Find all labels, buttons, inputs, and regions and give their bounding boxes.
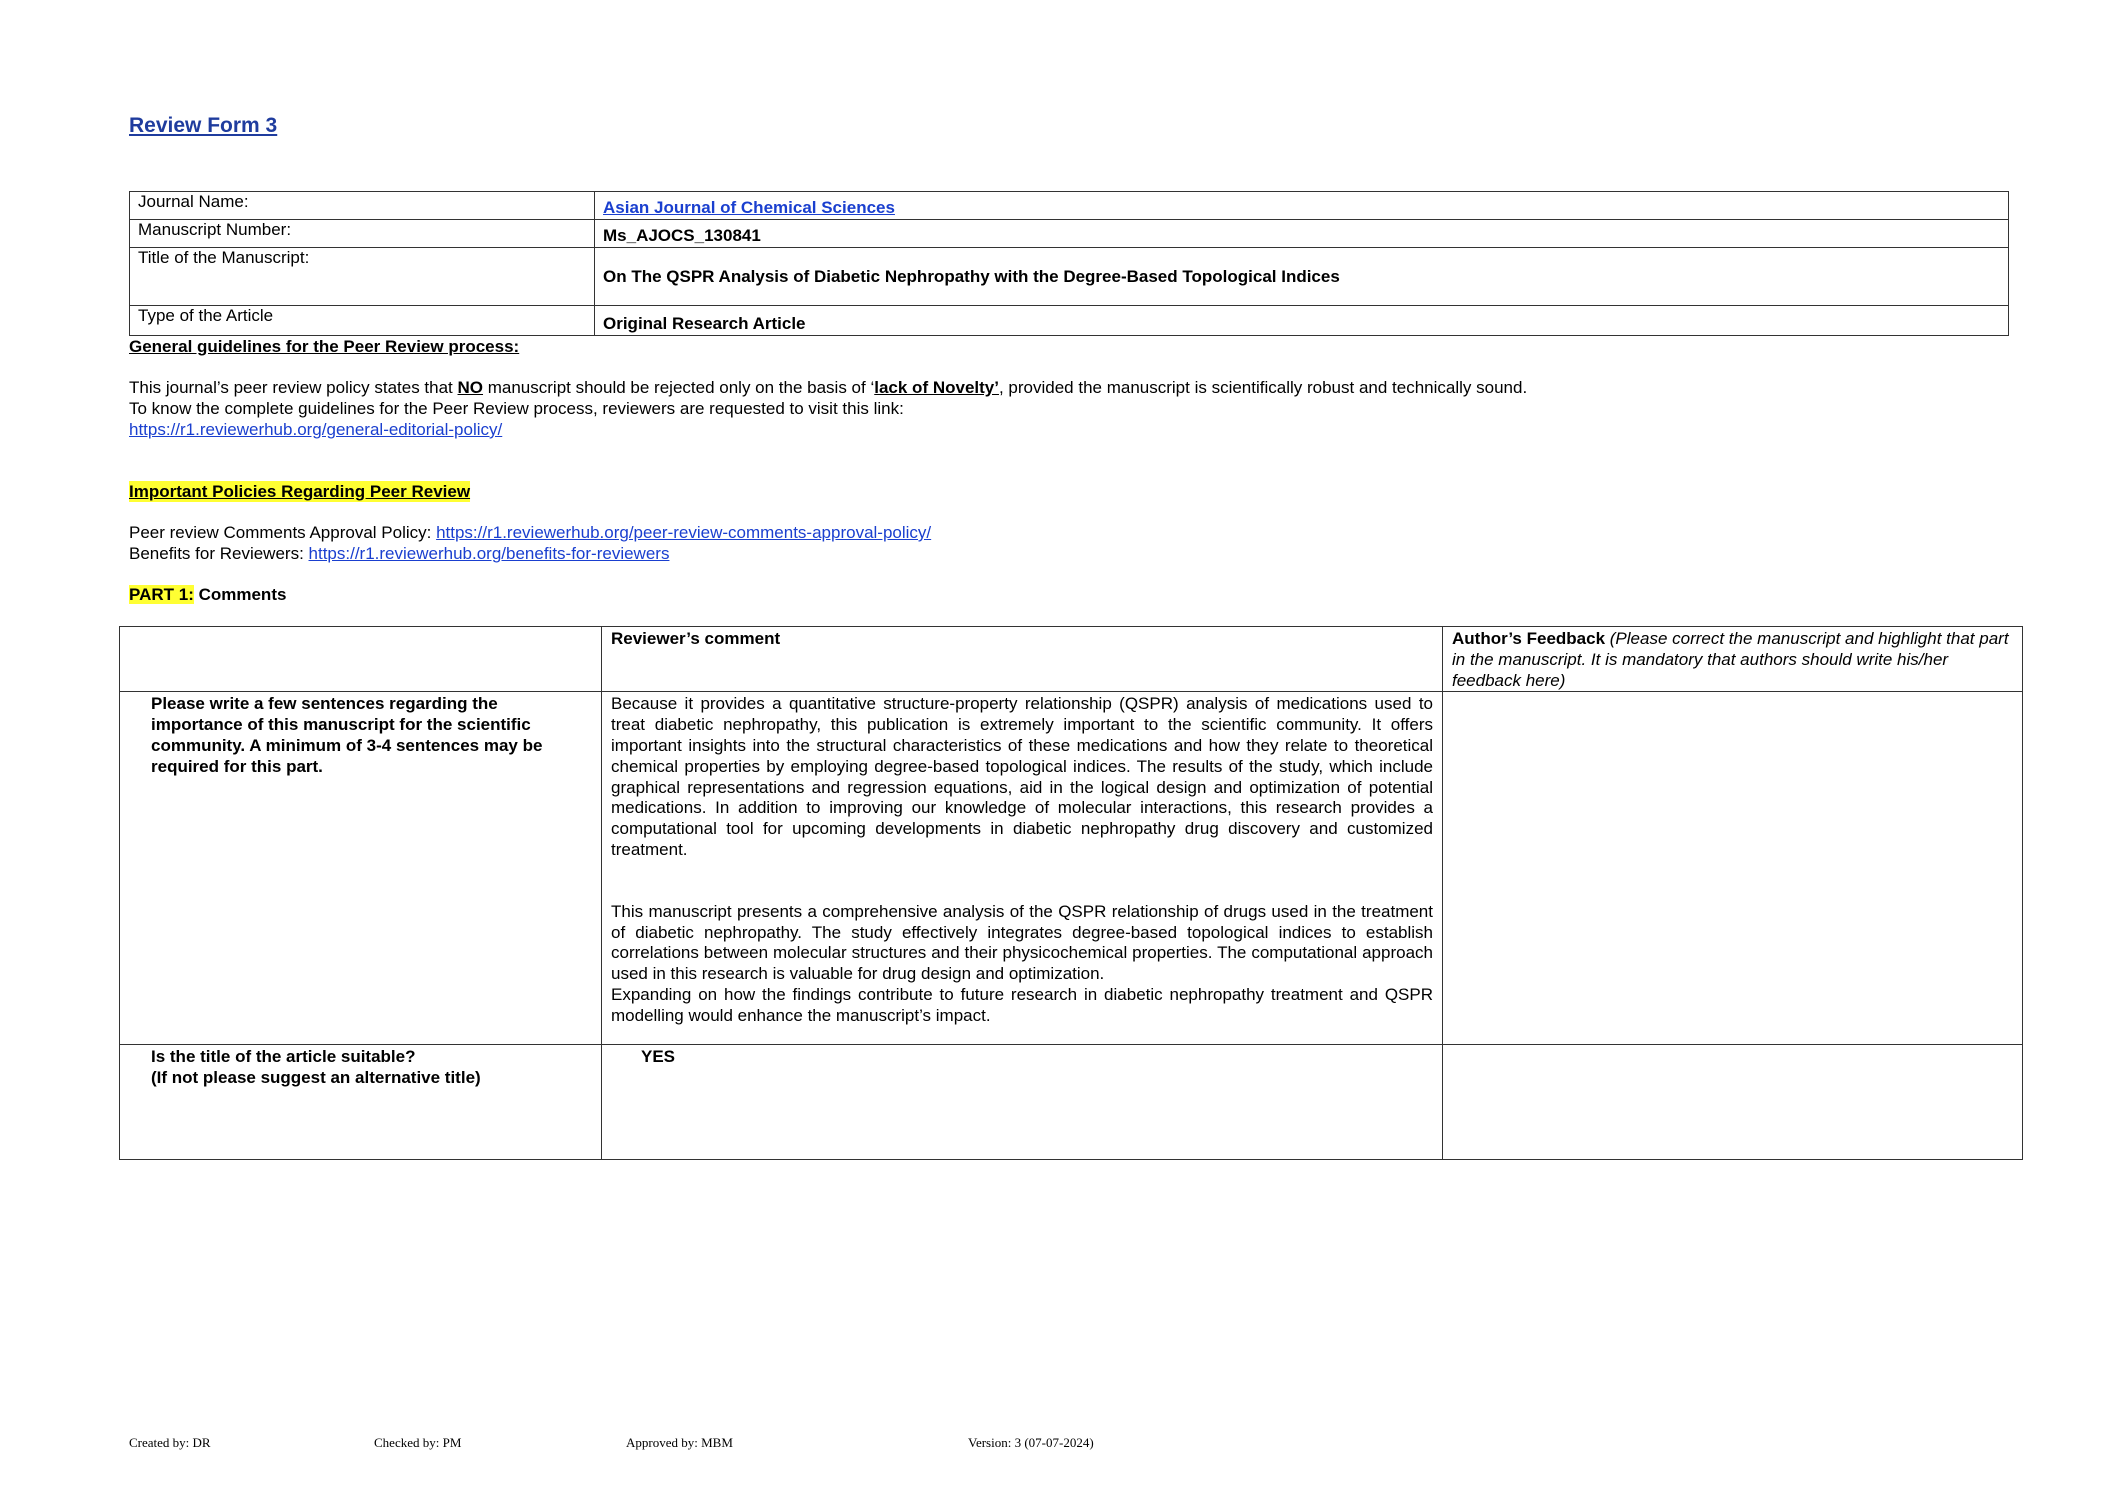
approval-policy-link[interactable]: https://r1.reviewerhub.org/peer-review-comments-approval-policy/ (436, 523, 932, 542)
guidelines-heading: General guidelines for the Peer Review process: (129, 337, 520, 356)
article-type-value: Original Research Article (595, 306, 2009, 336)
important-policies-heading: Important Policies Regarding Peer Review (129, 482, 471, 501)
author-feedback-header (1443, 627, 2023, 692)
reviewer-comment-header: Reviewer’s comment (602, 627, 1443, 692)
editorial-policy-link[interactable]: https://r1.reviewerhub.org/general-editorial-policy/ (129, 420, 503, 439)
question-header-cell (120, 627, 602, 692)
table-row (120, 1045, 2023, 1160)
article-type-label: Type of the Article (130, 306, 595, 336)
guidelines-paragraph (129, 377, 1527, 440)
manuscript-title-value: On The QSPR Analysis of Diabetic Nephropathy with the Degree-Based Topological Indices (595, 248, 2009, 306)
novelty-text-2: manuscript should be rejected only on the basis of ‘ (483, 378, 875, 397)
title-suitable-question (129, 1047, 592, 1089)
question-cell (120, 1045, 602, 1160)
author-feedback-title: Author’s Feedback (1452, 629, 1606, 648)
approval-policy-label: Peer review Comments Approval Policy: (129, 523, 437, 542)
manuscript-info-table (129, 191, 2009, 336)
benefits-line (129, 543, 931, 564)
novelty-text-1: This journal’s peer review policy states that (129, 378, 458, 397)
manuscript-number-label: Manuscript Number: (130, 220, 595, 248)
page-title: Review Form 3 (129, 114, 278, 137)
author-feedback-cell[interactable] (1443, 692, 2023, 1045)
comment-paragraph-2: This manuscript presents a comprehensive analysis of the QSPR relationship of drugs used in the treatment of diabetic nephropathy. The study effectively integrates degree-based topological indices to establish correlations between molecular structures and their physicochemical properties. The computational approach used in this research is valuable for drug design and optimization. (611, 901, 1433, 984)
lack-of-novelty-emphasis: lack of Novelty’ (874, 378, 999, 397)
footer-version: Version: 3 (07-07-2024) (968, 1435, 1094, 1450)
table-row (120, 692, 2023, 1045)
journal-name-value (595, 192, 2009, 220)
footer-created-by: Created by: DR (129, 1435, 211, 1450)
footer-approved-by: Approved by: MBM (626, 1435, 733, 1450)
part1-label: PART 1: (129, 585, 194, 604)
title-question-line-2: (If not please suggest an alternative title) (151, 1068, 481, 1088)
journal-name-label: Journal Name: (130, 192, 595, 220)
footer-checked-by: Checked by: PM (374, 1435, 462, 1450)
guidelines-instruction: To know the complete guidelines for the Peer Review process, reviewers are requested to visit this link: (129, 399, 904, 418)
benefits-link[interactable]: https://r1.reviewerhub.org/benefits-for-reviewers (308, 544, 670, 563)
title-question-line-1: Is the title of the article suitable? (151, 1047, 416, 1067)
comment-paragraph-1: Because it provides a quantitative structure-property relationship (QSPR) analysis of medications used to treat diabetic nephropathy, this publication is extremely important to the scientific community. It offers important insights into the structural characteristics of these medications and how they relate to theoretical chemical properties by employing degree-based topological indices. The results of the study, which include graphical representations and regression equations, aid in the logical design and optimization of potential medications. In addition to improving our knowledge of molecular interactions, this research provides a computational tool for upcoming developments in diabetic nephropathy drug discovery and customized treatment. (611, 694, 1433, 859)
comments-table (119, 626, 2023, 1160)
question-cell (120, 692, 602, 1045)
manuscript-title-label: Title of the Manuscript: (130, 248, 595, 306)
author-feedback-instruction: (Please correct the manuscript and highlight that part in the manuscript. It is mandatory that authors should write his/her feedback here) (1452, 629, 2009, 690)
part1-suffix: Comments (193, 585, 287, 604)
novelty-policy-line (129, 377, 1527, 398)
comment-paragraph-3: Expanding on how the findings contribute to future research in diabetic nephropathy treatment and QSPR modelling would enhance the manuscript’s impact. (611, 984, 1433, 1025)
manuscript-number-value: Ms_AJOCS_130841 (595, 220, 2009, 248)
author-feedback-cell[interactable] (1443, 1045, 2023, 1160)
reviewer-comment-cell (602, 692, 1443, 1045)
novelty-text-3: , provided the manuscript is scientifically robust and technically sound. (998, 378, 1528, 397)
journal-name-link[interactable]: Asian Journal of Chemical Sciences (603, 198, 895, 217)
reviewer-comment-cell (602, 1045, 1443, 1160)
title-answer: YES (641, 1047, 676, 1067)
no-emphasis: NO (457, 378, 484, 397)
approval-policy-line (129, 522, 931, 543)
part1-heading (129, 584, 286, 605)
importance-question: Please write a few sentences regarding the importance of this manuscript for the scientific community. A minimum of 3-4 sentences may be required for this part. (151, 694, 543, 776)
policy-links (129, 522, 931, 564)
benefits-label: Benefits for Reviewers: (129, 544, 309, 563)
